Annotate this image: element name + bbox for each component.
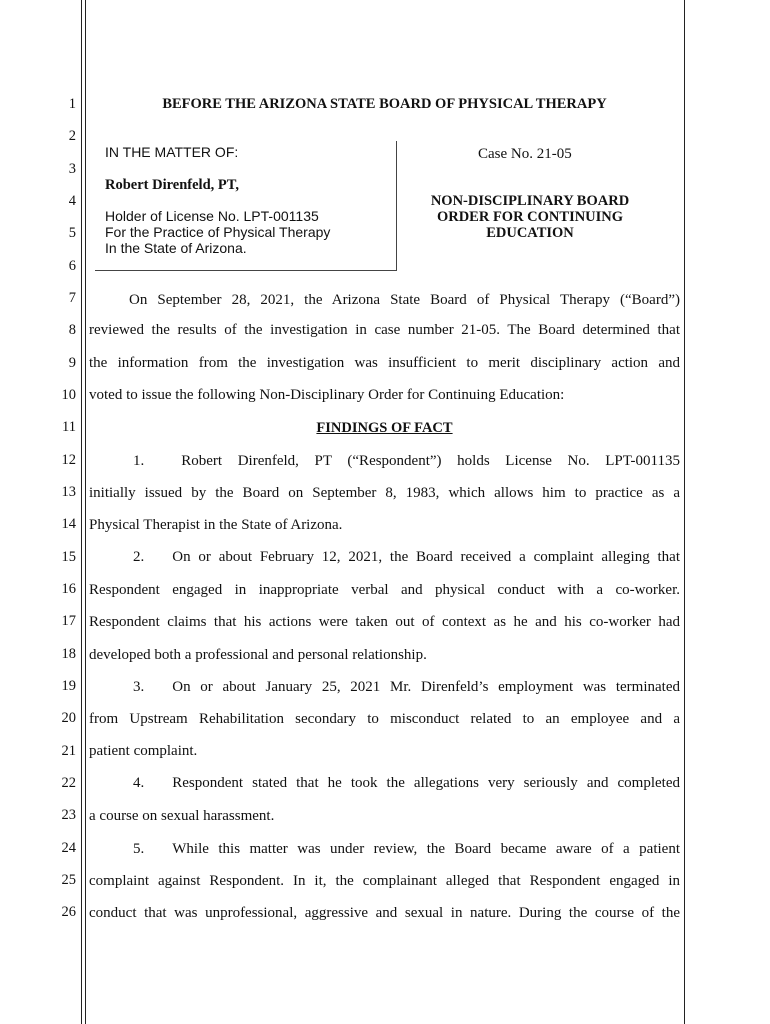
intro-line: voted to issue the following Non-Disciplinary Order for Continuing Education:	[89, 387, 565, 403]
line-number: 21	[61, 743, 76, 759]
finding-5-line: 5. While this matter was under review, the Board became aware of a patient	[133, 841, 680, 857]
finding-5-line: complaint against Respondent. In it, the complainant alleged that Respondent engaged in	[89, 873, 680, 889]
line-number: 10	[61, 387, 76, 403]
line-number: 2	[68, 128, 76, 144]
document-title: BEFORE THE ARIZONA STATE BOARD OF PHYSICAL THERAPY	[162, 96, 607, 112]
line-number: 5	[68, 225, 76, 241]
line-number: 7	[68, 290, 76, 306]
finding-number: 1.	[133, 453, 145, 469]
finding-3-line: 3. On or about January 25, 2021 Mr. Direnfeld’s employment was terminated	[133, 679, 680, 695]
line-number: 19	[61, 678, 76, 694]
finding-3-line: patient complaint.	[89, 743, 198, 759]
intro-line: On September 28, 2021, the Arizona State Board of Physical Therapy (“Board”)	[129, 292, 680, 308]
left-margin-rule-outer	[81, 0, 82, 1024]
finding-5-line: conduct that was unprofessional, aggressive and sexual in nature. During the course of the	[89, 905, 680, 921]
intro-line: the information from the investigation was insufficient to merit disciplinary action and	[89, 355, 680, 371]
finding-2-line: developed both a professional and personal relationship.	[89, 647, 427, 663]
left-margin-rule-inner	[85, 0, 86, 1024]
order-title-line-3: EDUCATION	[486, 225, 574, 241]
finding-number: 5.	[133, 841, 145, 857]
practice-line: For the Practice of Physical Therapy	[105, 224, 331, 240]
finding-number: 4.	[133, 775, 145, 791]
line-number: 14	[61, 516, 76, 532]
findings-heading: FINDINGS OF FACT	[316, 420, 453, 436]
state-line: In the State of Arizona.	[105, 240, 247, 256]
line-number: 24	[61, 840, 76, 856]
line-number: 18	[61, 646, 76, 662]
line-number: 8	[68, 322, 76, 338]
line-number: 3	[68, 161, 76, 177]
line-number: 11	[62, 419, 76, 435]
finding-2-line: Respondent claims that his actions were taken out of context as he and his co-worker had	[89, 614, 680, 630]
line-number: 1	[68, 96, 76, 112]
line-number: 6	[68, 258, 76, 274]
right-margin-rule	[684, 0, 685, 1024]
line-number: 20	[61, 710, 76, 726]
respondent-name: Robert Direnfeld, PT,	[105, 177, 239, 193]
finding-1-line: 1. Robert Direnfeld, PT (“Respondent”) holds License No. LPT-001135	[133, 453, 680, 469]
line-number: 13	[61, 484, 76, 500]
finding-number: 3.	[133, 679, 145, 695]
license-line: Holder of License No. LPT-001135	[105, 208, 319, 224]
case-number: Case No. 21-05	[478, 146, 572, 162]
line-number: 22	[61, 775, 76, 791]
finding-2-line: Respondent engaged in inappropriate verbal and physical conduct with a co-worker.	[89, 582, 680, 598]
finding-number: 2.	[133, 549, 145, 565]
line-number: 15	[61, 549, 76, 565]
finding-1-line: initially issued by the Board on September 8, 1983, which allows him to practice as a	[89, 485, 680, 501]
order-title-line-1: NON-DISCIPLINARY BOARD	[430, 193, 630, 209]
finding-3-line: from Upstream Rehabilitation secondary to misconduct related to an employee and a	[89, 711, 680, 727]
line-number: 23	[61, 807, 76, 823]
order-title-line-2: ORDER FOR CONTINUING	[436, 209, 624, 225]
line-number: 26	[61, 904, 76, 920]
line-number: 25	[61, 872, 76, 888]
line-number: 4	[68, 193, 76, 209]
finding-1-line: Physical Therapist in the State of Arizona.	[89, 517, 343, 533]
line-number: 16	[61, 581, 76, 597]
finding-4-line: a course on sexual harassment.	[89, 808, 275, 824]
line-number: 9	[68, 355, 76, 371]
finding-4-line: 4. Respondent stated that he took the allegations very seriously and completed	[133, 775, 680, 791]
line-number: 12	[61, 452, 76, 468]
finding-2-line: 2. On or about February 12, 2021, the Board received a complaint alleging that	[133, 549, 680, 565]
intro-line: reviewed the results of the investigation in case number 21-05. The Board determined that	[89, 322, 680, 338]
line-number: 17	[61, 613, 76, 629]
matter-label: IN THE MATTER OF:	[105, 144, 239, 160]
